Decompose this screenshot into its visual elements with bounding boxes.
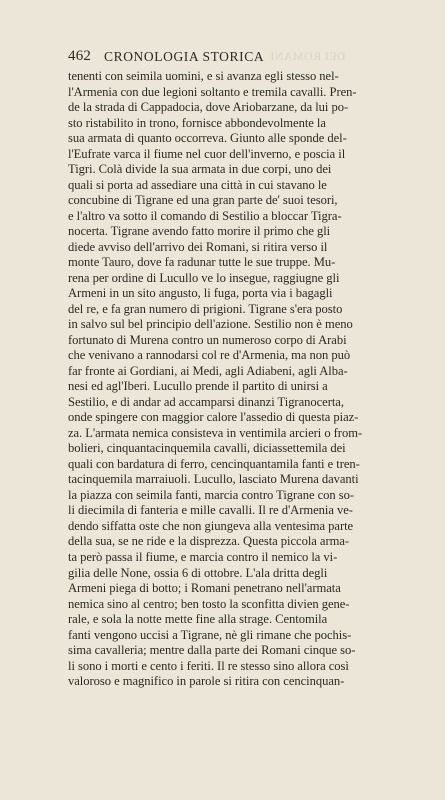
body-text [68, 69, 363, 690]
text-line: dendo siffatta oste che non giungeva alla ventesima parte [68, 518, 354, 533]
text-line: quali si porta ad assediare una città in cui stavano le [68, 177, 327, 192]
text-line: monte Tauro, dove fa radunar tutte le sue truppe. Mu- [68, 255, 336, 270]
text-line: li sono i morti e cento i feriti. Il re stesso sino allora così [68, 658, 349, 673]
text-line: nocerta. Tigrane avendo fatto morire il primo che gli [68, 224, 331, 239]
text-line: sua armata di quanto occorreva. Giunto alle sponde del- [68, 131, 347, 146]
bleed-through-text: DEI ROMANI [270, 49, 346, 63]
text-line: de la strada di Cappadocia, dove Ariobarzane, da lui po- [68, 100, 349, 115]
text-line: e l'altro va sotto il comando di Sestilio a bloccar Tigra- [68, 208, 342, 223]
text-line: sima cavalleria; mentre dalla parte dei Romani cinque so- [68, 643, 356, 658]
text-line: li diecimila di fanteria e mille cavalli. Il re d'Armenia ve- [68, 503, 353, 518]
text-line: Sestilio, e di andar ad accamparsi dinanzi Tigranocerta, [68, 394, 344, 409]
text-line: gilia delle None, ossia 6 di ottobre. L'ala dritta degli [68, 565, 328, 580]
text-line: bolieri, cinquantacinquemila cavalli, diciassettemila dei [68, 441, 346, 456]
text-line: l'Eufrate varca il fiume nel cuor dell'inverno, e poscia il [68, 146, 346, 161]
text-line: nesi ed agl'Iberi. Lucullo prende il partito di unirsi a [68, 379, 328, 394]
text-line: valoroso e magnifico in parole si ritira con cencinquan- [68, 674, 345, 689]
text-line: che venivano a rannodarsi col re d'Armenia, ma non può [68, 348, 351, 363]
text-line: ta però passa il fiume, e marcia contro il nemico la vi- [68, 549, 338, 564]
text-line: rale, e sola la notte mette fine alla strage. Centomila [68, 612, 328, 627]
text-line: diede avviso dell'arrivo dei Romani, si ritira verso il [68, 239, 328, 254]
text-line: la piazza con seimila fanti, marcia contro Tigrane con so- [68, 487, 354, 502]
text-line: fanti vengono uccisi a Tigrane, nè gli rimane che pochis- [68, 627, 352, 642]
text-line: l'Armenia con due legioni soltanto e tremila cavalli. Pren- [68, 84, 357, 99]
text-line: Tigri. Colà divide la sua armata in due corpi, uno dei [68, 162, 332, 177]
text-line: concubine di Tigrane ed una gran parte de' suoi tesori, [68, 193, 338, 208]
text-line: fortunato di Murena contro un numeroso corpo di Arabi [68, 332, 347, 347]
text-line: onde spingere con maggior calore l'assedio di questa piaz- [68, 410, 359, 425]
text-line: far fronte ai Gordiani, ai Medi, agli Adiabeni, agli Alba- [68, 363, 348, 378]
page-number: 462 [68, 48, 92, 64]
running-title: CRONOLOGIA STORICA [104, 49, 265, 64]
text-line: Armeni piega di botto; i Romani penetrano nell'armata [68, 581, 341, 596]
text-line: tacinquemila marraiuoli. Lucullo, lasciato Murena davanti [68, 472, 359, 487]
text-line: rena per ordine di Lucullo ve lo insegue, raggiugne gli [68, 270, 340, 285]
text-line: in salvo sul bel principio dell'azione. Sestilio non è meno [68, 317, 353, 332]
text-line: sto ristabilito in trono, fornisce abbondevolmente la [68, 115, 326, 130]
text-line: tenenti con seimila uomini, e si avanza egli stesso nel- [68, 69, 339, 83]
text-line: za. L'armata nemica consisteva in ventimila arcieri o from- [68, 425, 363, 440]
text-line: della sua, se ne ride e la disprezza. Questa piccola arma- [68, 534, 350, 549]
text-line: nemica sino al centro; ben tosto la sconfitta divien gene- [68, 596, 350, 611]
text-line: quali con bardatura di ferro, cencinquantamila fanti e tren- [68, 456, 360, 471]
text-line: Armeni in un sito angusto, li fuga, porta via i bagagli [68, 286, 333, 301]
text-line: del re, e fa gran numero di prigioni. Tigrane s'era posto [68, 301, 343, 316]
